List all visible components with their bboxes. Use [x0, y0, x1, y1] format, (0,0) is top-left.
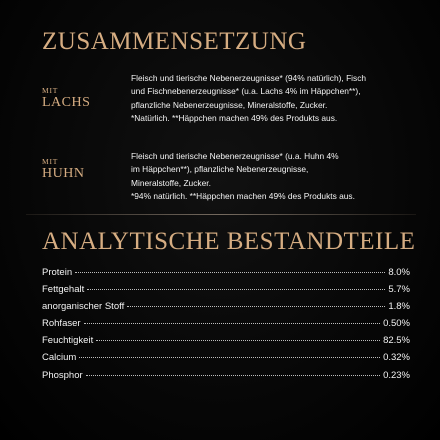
ingredients-lachs [131, 72, 423, 126]
ingredients-line: und Fischnebenerzeugnisse* (u.a. Lachs 4% im Häppchen**), [131, 86, 361, 97]
analytics-title: ANALYTISCHE BESTANDTEILE [42, 228, 416, 255]
variant-label-lachs [42, 86, 128, 111]
dotted-leader [84, 323, 381, 324]
analytics-row-fettgehalt [42, 284, 410, 301]
analytics-row-calcium [42, 352, 410, 369]
analytics-value: 1.8% [388, 301, 410, 313]
composition-title: ZUSAMMENSETZUNG [42, 28, 307, 55]
analytics-label: Feuchtigkeit [42, 335, 94, 347]
analytics-value: 8.0% [388, 267, 410, 278]
ingredients-line: Mineralstoffe, Zucker. [131, 177, 211, 188]
ingredients-note: *Natürlich. **Häppchen machen 49% des Produkts aus. [131, 113, 338, 124]
analytics-value: 0.23% [383, 369, 410, 381]
dotted-leader [127, 306, 385, 307]
variant-name: LACHS [42, 95, 91, 110]
analytics-table [42, 267, 410, 387]
variant-name: HUHN [42, 166, 85, 181]
analytics-label: anorganischer Stoff [42, 301, 125, 313]
analytics-label: Protein [42, 267, 73, 278]
ingredients-line: Fleisch und tierische Nebenerzeugnisse* (u.a. Huhn 4% [131, 151, 339, 161]
dotted-leader [75, 272, 385, 273]
dotted-leader [86, 375, 380, 376]
analytics-row-rohfaser [42, 318, 410, 335]
analytics-label: Calcium [42, 352, 77, 364]
variant-label-huhn [42, 157, 128, 182]
ingredients-line: pflanzliche Nebenerzeugnisse, Mineralstoffe, Zucker. [131, 99, 328, 110]
analytics-value: 0.50% [383, 318, 410, 330]
analytics-label: Fettgehalt [42, 284, 85, 296]
variant-prefix: MIT [42, 157, 59, 166]
ingredients-line: im Häppchen**), pflanzliche Nebenerzeugnisse, [131, 164, 309, 175]
analytics-row-anorganischer-stoff [42, 301, 410, 318]
ingredients-line: Fleisch und tierische Nebenerzeugnisse* (94% natürlich), Fisch [131, 73, 367, 83]
ingredients-huhn [131, 150, 423, 204]
analytics-row-phosphor [42, 370, 410, 387]
dotted-leader [79, 357, 380, 358]
analytics-row-protein [42, 267, 410, 284]
analytics-value: 82.5% [383, 335, 410, 347]
variant-prefix: MIT [42, 86, 59, 95]
analytics-row-feuchtigkeit [42, 335, 410, 352]
ingredients-note: *94% natürlich. **Häppchen machen 49% des Produkts aus. [131, 191, 355, 202]
dotted-leader [87, 289, 385, 290]
analytics-label: Phosphor [42, 369, 83, 381]
section-divider [26, 214, 416, 215]
analytics-label: Rohfaser [42, 318, 81, 330]
analytics-value: 0.32% [383, 352, 410, 364]
dotted-leader [96, 340, 380, 341]
analytics-value: 5.7% [388, 284, 410, 296]
